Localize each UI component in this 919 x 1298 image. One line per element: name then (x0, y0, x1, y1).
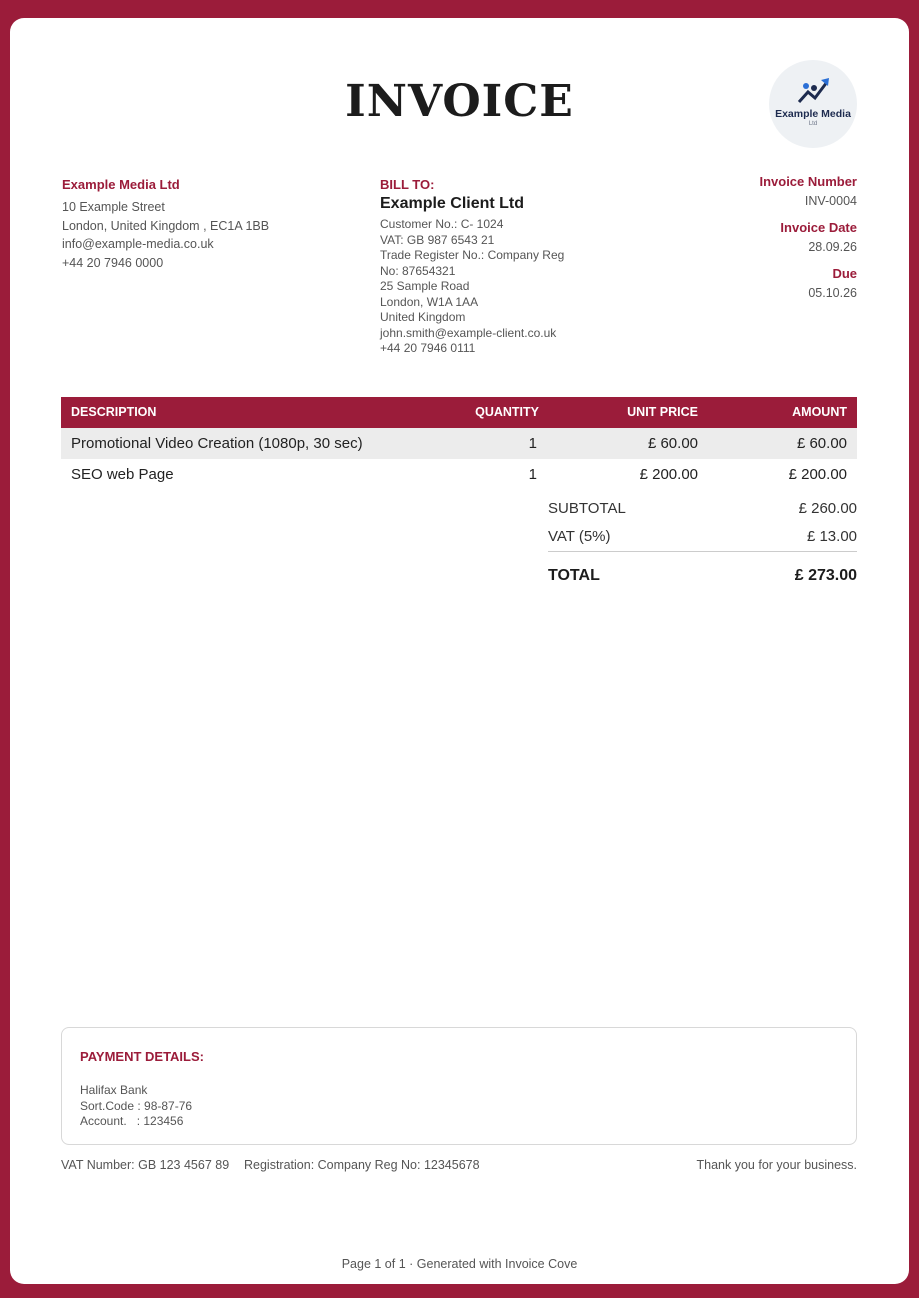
sender-phone: +44 20 7946 0000 (62, 255, 164, 270)
col-unit-price: UNIT PRICE (627, 405, 698, 419)
subtotal-label: SUBTOTAL (548, 500, 626, 517)
client-city: London, W1A 1AA (380, 294, 479, 309)
client-country: United Kingdom (380, 310, 466, 324)
invoice-title: INVOICE (345, 76, 574, 127)
col-quantity: QUANTITY (475, 405, 539, 419)
row-unit-price: £ 200.00 (639, 466, 698, 483)
due-date: 05.10.26 (808, 286, 857, 300)
payment-details-box (61, 1027, 857, 1145)
subtotal-value: £ 260.00 (798, 500, 857, 517)
sender-street: 10 Example Street (62, 200, 165, 214)
invoice-meta (657, 174, 857, 304)
sender-address (62, 198, 269, 272)
client-phone: +44 20 7946 0111 (380, 341, 476, 355)
totals-divider (548, 551, 857, 552)
table-row (61, 428, 857, 459)
sender-city: London, United Kingdom , EC1A 1BB (62, 218, 270, 233)
generated-by: · Generated with Invoice Cove (409, 1257, 578, 1271)
invoice-number-label: Invoice Number (759, 174, 857, 189)
vat-label: VAT (5%) (548, 528, 611, 545)
logo-sub: Ltd (808, 121, 818, 127)
client-vat: VAT: GB 987 6543 21 (380, 232, 495, 247)
sender-name: Example Media Ltd (62, 177, 180, 192)
due-label: Due (832, 266, 857, 281)
company-logo (769, 60, 857, 148)
row-description: Promotional Video Creation (1080p, 30 sec) (71, 435, 363, 452)
table-header (61, 397, 857, 428)
col-amount: AMOUNT (792, 405, 847, 419)
client-email: john.smith@example-client.co.uk (380, 325, 557, 340)
col-description: DESCRIPTION (71, 405, 157, 419)
table-row (61, 459, 857, 490)
row-quantity: 1 (528, 435, 537, 452)
page-footer (0, 1257, 919, 1271)
row-description: SEO web Page (71, 466, 174, 483)
client-trade-reg-no: No: 87654321 (380, 263, 456, 278)
row-quantity: 1 (528, 466, 537, 483)
bill-to-label: BILL TO: (380, 177, 435, 192)
client-street: 25 Sample Road (380, 279, 470, 293)
footer-vat-number: VAT Number: GB 123 4567 89 (61, 1158, 230, 1172)
logo-name: Example Media (775, 108, 851, 120)
vat-value: £ 13.00 (806, 528, 857, 545)
footer-thanks: Thank you for your business. (696, 1158, 857, 1172)
growth-chart-icon (797, 76, 831, 106)
client-customer-no: Customer No.: C- 1024 (380, 217, 504, 231)
row-amount: £ 60.00 (796, 435, 847, 452)
client-name: Example Client Ltd (380, 195, 525, 212)
payment-info (80, 1083, 192, 1130)
page-number: Page 1 of 1 (341, 1257, 406, 1271)
invoice-date: 28.09.26 (808, 240, 857, 254)
client-trade-reg: Trade Register No.: Company Reg (380, 248, 565, 262)
total-value: £ 273.00 (794, 567, 857, 584)
bank-name: Halifax Bank (80, 1083, 148, 1097)
invoice-date-label: Invoice Date (780, 220, 857, 235)
sort-code: Sort.Code : 98-87-76 (80, 1098, 193, 1113)
footer-registration: Registration: Company Reg No: 12345678 (244, 1158, 480, 1172)
invoice-number: INV-0004 (804, 194, 857, 208)
row-amount: £ 200.00 (788, 466, 847, 483)
payment-label: PAYMENT DETAILS: (80, 1049, 204, 1064)
sender-email: info@example-media.co.uk (62, 237, 214, 251)
total-label: TOTAL (548, 567, 600, 584)
row-unit-price: £ 60.00 (647, 435, 698, 452)
client-details (380, 217, 564, 357)
account-number: Account. : 123456 (80, 1114, 184, 1128)
